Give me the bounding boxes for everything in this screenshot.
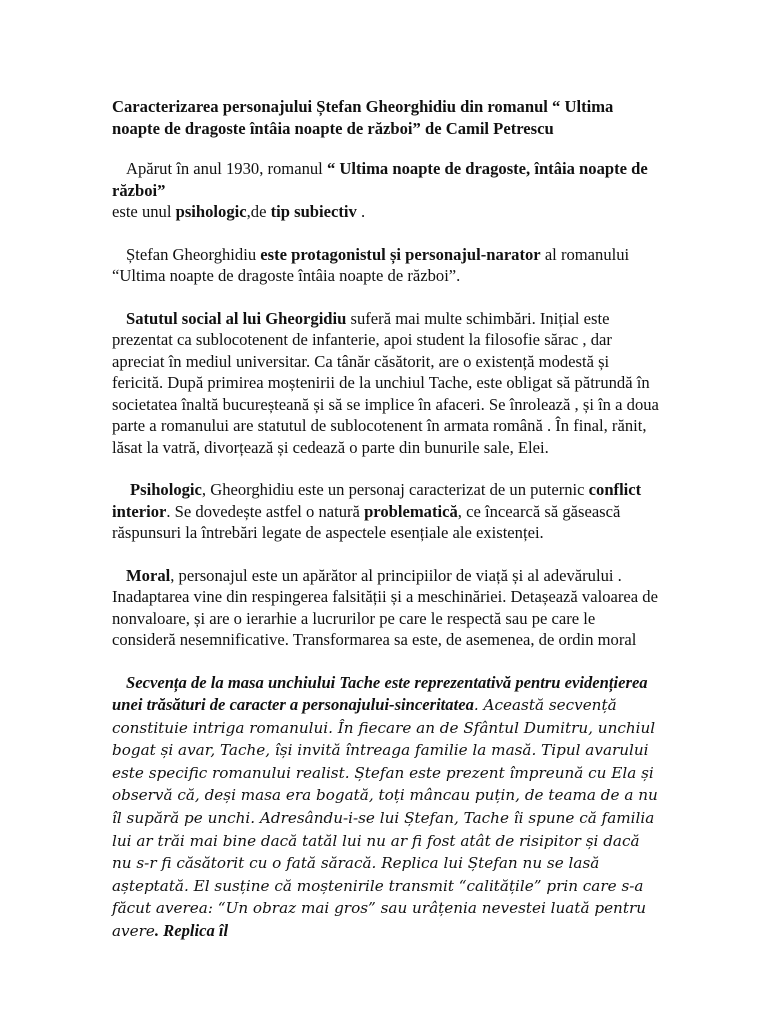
text: suferă mai multe schimbări. Inițial este prezentat ca sublocotenent de infanterie, apoi student la filosofie sărac , dar apreciat în mediul universitar. Ca tânăr căsătorit, are o existență modestă și fericită. După primirea moștenirii de la unchiul Tache, este obligat să pătrundă în societatea înaltă bucureșteană și să se implice în afaceri. Se înrolează , și în a doua parte a romanului are statutul de sublocotenent în armata română . În final, rănit, lăsat la vatră, divorțează și cedează o parte din bunurile sale, Elei. (112, 308, 659, 457)
text: Apărut în anul 1930, romanul (126, 159, 327, 178)
bold-moral: Moral (126, 565, 171, 585)
text: , personajul este un apărător al principiilor de viață și al adevărului . Inadaptarea vine din respingerea falsității și a meschinăriei. Detașează valoarea de nonvaloare, și are o ierarhie a lucrurilor pe care le respectă sau pe care le consideră nesemnificative. Transformarea sa este, de asemenea, de ordin moral (112, 565, 658, 649)
bold-problematica: problematică (364, 501, 458, 521)
bold-tip-subiectiv: tip subiectiv (270, 202, 357, 221)
text: este unul (112, 202, 176, 221)
document-title: Caracterizarea personajului Ștefan Gheorghidiu din romanul “ Ultima noapte de dragoste întâia noapte de război” de Camil Petrescu (112, 97, 614, 138)
bold-protagonist: este protagonistul și personajul-narator (260, 244, 541, 264)
paragraph-publication (112, 158, 660, 223)
bold-italic-lead: Secvența de la masa unchiului Tache este reprezentativă pentru evidențierea unei trăsături de caracter a personajului-sinceritatea (112, 672, 648, 715)
paragraph-moral (112, 565, 660, 651)
text: , Gheorghidiu este un personaj caracterizat de un puternic (201, 480, 589, 499)
paragraph-social-status (112, 308, 660, 459)
bold-psihologic: psihologic (175, 202, 247, 221)
text: . Se dovedește astfel o natură (166, 501, 365, 521)
bold-social-status: Satutul social al lui Gheorgidiu (126, 308, 347, 328)
text: al romanului “Ultima noapte de dragoste întâia noapte de război”. (112, 244, 630, 285)
bold-italic-tail: . Replica îl (154, 921, 229, 941)
text: ,de (246, 202, 271, 221)
document-page (112, 96, 660, 964)
bold-psihologic-heading: Psihologic (130, 480, 202, 499)
text: , ce încearcă să găsească răspunsuri la întrebări legate de aspectele esențiale ale existenței. (112, 501, 621, 542)
paragraph-scene (112, 672, 660, 943)
bold-conflict: conflict interior (112, 480, 642, 521)
paragraph-psychological (112, 479, 660, 544)
text: . (356, 202, 366, 221)
italic-text: . Această secvență constituie intriga romanului. În fiecare an de Sfântul Dumitru, unchiul bogat și avar, Tache, își invită întreaga familie la masă. Tipul avarului este specific romanului realist. Ștefan este prezent împreună cu Ela și observă că, deși masa era bogată, toți mâncau puțin, de teama de a nu îl supără pe unchi. Adresându-i-se lui Ștefan, Tache îi spune că familia lui ar trăi mai bine dacă tatăl lui nu ar fi fost atât de risipitor și dacă nu s-r fi căsătorit cu o fată săracă. Replica lui Ștefan nu se lasă așteptată. El susține că moștenirile transmit “calitățile” prin care s-a făcut averea: “Un obraz mai gros” sau urâțenia nevestei luată pentru avere (112, 696, 658, 941)
text: Ștefan Gheorghidiu (126, 244, 261, 264)
novel-title-bold: “ Ultima noapte de dragoste, întâia noapte de război” (112, 159, 648, 200)
paragraph-protagonist (112, 244, 660, 287)
